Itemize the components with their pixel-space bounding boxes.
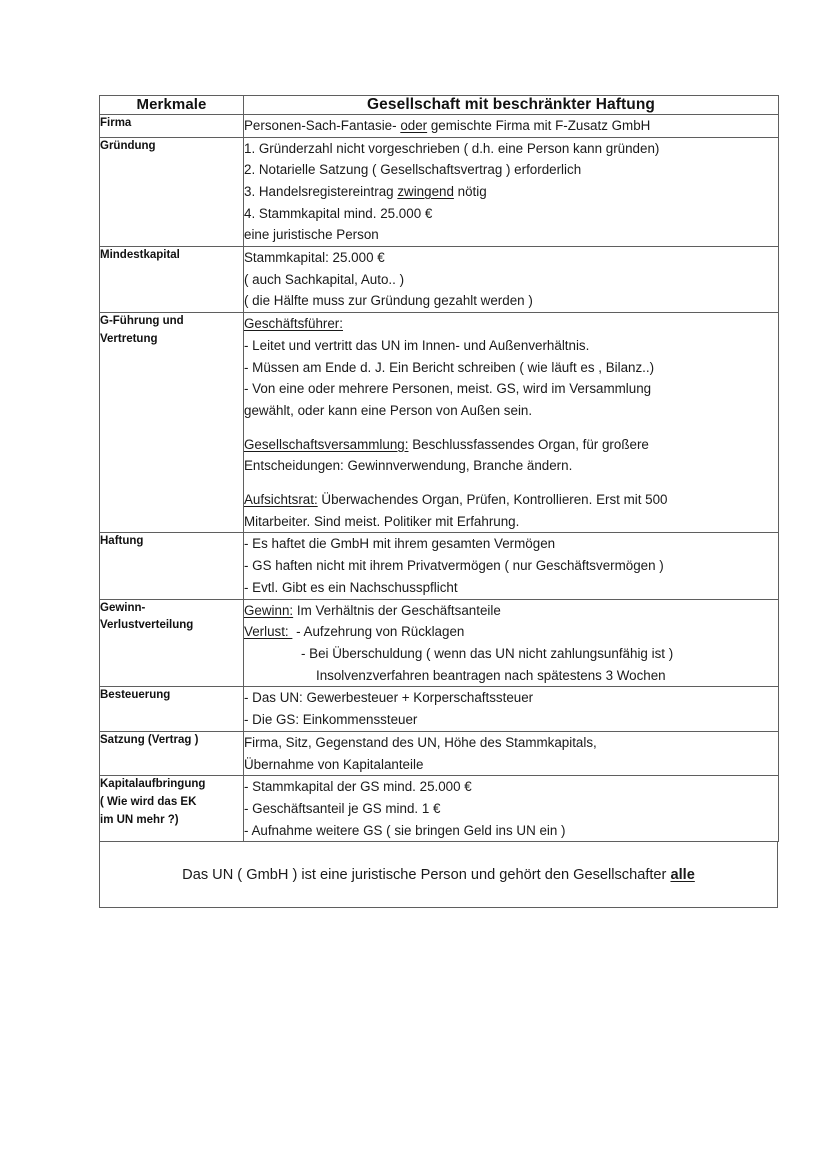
paragraph-spacer (244, 422, 778, 434)
text-fragment: - Bei Überschuldung ( wenn das UN nicht zahlungsunfähig ist ) (301, 645, 674, 661)
table-row (100, 599, 779, 687)
content-line (244, 732, 778, 754)
row-label (100, 687, 244, 731)
summary-banner (99, 842, 778, 908)
content-line (244, 709, 778, 731)
row-label (100, 114, 244, 137)
content-line (244, 247, 778, 269)
content-line (244, 203, 778, 225)
text-fragment: - Aufnahme weitere GS ( sie bringen Geld ins UN ein ) (244, 822, 566, 838)
content-line (244, 577, 778, 599)
gmbh-characteristics-sheet (99, 95, 778, 908)
content-line (244, 776, 778, 798)
text-fragment: nötig (453, 183, 487, 199)
table-row (100, 533, 779, 599)
text-fragment: - Die GS: Einkommenssteuer (244, 712, 418, 728)
content-line (244, 335, 778, 357)
paragraph-spacer (244, 477, 778, 489)
row-content (244, 687, 779, 731)
content-line (244, 313, 778, 335)
row-label (100, 247, 244, 313)
text-fragment: gemischte Firma mit F-Zusatz GmbH (427, 117, 651, 133)
row-content (244, 137, 779, 247)
underlined-term: Verlust: (244, 624, 293, 640)
text-fragment: - Evtl. Gibt es ein Nachschusspflicht (244, 579, 458, 595)
content-line (244, 687, 778, 709)
text-fragment: - Es haftet die GmbH mit ihrem gesamten Vermögen (244, 536, 556, 552)
content-line (244, 224, 778, 246)
row-label-line: G-Führung und (100, 315, 184, 328)
summary-text (182, 867, 695, 883)
text-fragment: Entscheidungen: Gewinnverwendung, Branche ändern. (244, 458, 573, 474)
text-fragment: - Von eine oder mehrere Personen, meist. GS, wird im Versammlung (244, 381, 652, 397)
row-label (100, 137, 244, 247)
text-fragment: Überwachendes Organ, Prüfen, Kontrollieren. Erst mit 500 (317, 492, 668, 508)
underlined-term: Gesellschaftsversammlung: (244, 436, 409, 452)
text-fragment: - Stammkapital der GS mind. 25.000 € (244, 779, 472, 795)
content-line (244, 665, 778, 687)
content-line (244, 621, 778, 643)
text-fragment: 4. Stammkapital mind. 25.000 € (244, 205, 433, 221)
row-content (244, 247, 779, 313)
content-line (244, 754, 778, 776)
row-label (100, 313, 244, 533)
content-line (244, 357, 778, 379)
row-label-line: ( Wie wird das EK (100, 796, 197, 809)
content-line (244, 489, 778, 511)
content-line (244, 115, 778, 137)
row-label-line: im UN mehr ?) (100, 813, 179, 826)
text-fragment: 3. Handelsregistereintrag (244, 183, 398, 199)
underlined-term: Geschäftsführer: (244, 316, 343, 332)
text-fragment: 2. Notarielle Satzung ( Gesellschaftsvertrag ) erforderlich (244, 162, 582, 178)
content-line (244, 455, 778, 477)
underlined-term: oder (400, 117, 428, 133)
content-line (244, 159, 778, 181)
content-line (244, 643, 778, 665)
text-fragment: Übernahme von Kapitalanteile (244, 756, 424, 772)
content-line (244, 511, 778, 533)
row-content (244, 731, 779, 775)
table-row (100, 247, 779, 313)
content-line (244, 378, 778, 400)
header-cell-merkmale: Merkmale (100, 96, 244, 115)
content-line (244, 290, 778, 312)
row-content (244, 313, 779, 533)
summary-emphasis: alle (670, 866, 695, 883)
row-label-line: Besteuerung (100, 689, 171, 702)
underlined-term: Aufsichtsrat: (244, 492, 318, 508)
summary-text-lead: Das UN ( GmbH ) ist eine juristische Person und gehört den Gesellschafter (182, 866, 671, 883)
text-fragment: eine juristische Person (244, 227, 379, 243)
text-fragment: ( die Hälfte muss zur Gründung gezahlt werden ) (244, 293, 533, 309)
text-fragment: gewählt, oder kann eine Person von Außen sein. (244, 402, 533, 418)
content-line (244, 138, 778, 160)
row-content (244, 776, 779, 842)
content-line (244, 400, 778, 422)
table-row (100, 137, 779, 247)
content-line (244, 820, 778, 842)
text-fragment: - Aufzehrung von Rücklagen (292, 624, 465, 640)
underlined-term: zwingend (397, 183, 454, 199)
table-row (100, 731, 779, 775)
row-label-line: Firma (100, 116, 132, 129)
row-content (244, 599, 779, 687)
row-label-line: Gewinn- (100, 601, 146, 614)
row-label-line: Vertretung (100, 332, 158, 345)
content-line (244, 798, 778, 820)
content-line (244, 434, 778, 456)
row-label (100, 533, 244, 599)
row-label (100, 776, 244, 842)
content-line (244, 533, 778, 555)
text-fragment: 1. Gründerzahl nicht vorgeschrieben ( d.h. eine Person kann gründen) (244, 140, 660, 156)
table-row (100, 687, 779, 731)
row-label-line: Kapitalaufbringung (100, 778, 206, 791)
text-fragment: Mitarbeiter. Sind meist. Politiker mit Erfahrung. (244, 513, 520, 529)
row-content (244, 114, 779, 137)
header-cell-gmbh: Gesellschaft mit beschränkter Haftung (244, 96, 779, 115)
content-line (244, 181, 778, 203)
underlined-term: Gewinn: (244, 602, 294, 618)
row-label (100, 731, 244, 775)
row-label-line: Haftung (100, 535, 144, 548)
table-row (100, 776, 779, 842)
table-row (100, 313, 779, 533)
row-label-line: Verlustverteilung (100, 619, 194, 632)
text-fragment: Im Verhältnis der Geschäftsanteile (293, 602, 501, 618)
table-row (100, 114, 779, 137)
text-fragment: - GS haften nicht mit ihrem Privatvermögen ( nur Geschäftsvermögen ) (244, 558, 664, 574)
row-content (244, 533, 779, 599)
text-fragment: ( auch Sachkapital, Auto.. ) (244, 271, 405, 287)
table-header-row (100, 96, 779, 115)
row-label-line: Satzung (Vertrag ) (100, 733, 199, 746)
table-header (100, 96, 779, 115)
text-fragment: - Müssen am Ende d. J. Ein Bericht schreiben ( wie läuft es , Bilanz..) (244, 359, 655, 375)
text-fragment: Firma, Sitz, Gegenstand des UN, Höhe des Stammkapitals, (244, 734, 597, 750)
text-fragment: Insolvenzverfahren beantragen nach spätestens 3 Wochen (316, 667, 666, 683)
content-line (244, 269, 778, 291)
text-fragment: - Geschäftsanteil je GS mind. 1 € (244, 800, 441, 816)
text-fragment: - Leitet und vertritt das UN im Innen- und Außenverhältnis. (244, 337, 590, 353)
row-label-line: Gründung (100, 139, 156, 152)
content-line (244, 555, 778, 577)
characteristics-table (99, 95, 779, 842)
text-fragment: Stammkapital: 25.000 € (244, 250, 385, 266)
text-fragment: Beschlussfassendes Organ, für großere (408, 436, 649, 452)
row-label (100, 599, 244, 687)
text-fragment: - Das UN: Gewerbesteuer + Korperschaftssteuer (244, 690, 534, 706)
content-line (244, 600, 778, 622)
row-label-line: Mindestkapital (100, 249, 180, 262)
text-fragment: Personen-Sach-Fantasie- (244, 117, 401, 133)
table-body (100, 114, 779, 842)
